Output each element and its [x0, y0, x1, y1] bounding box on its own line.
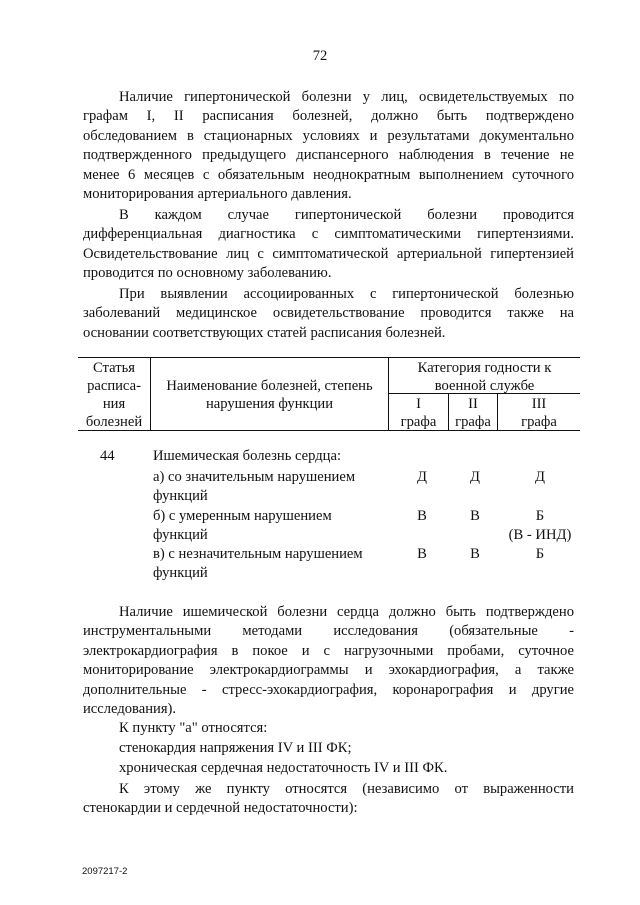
paragraph-differential-diagnosis: В каждом случае гипертонической болезни проводится дифференциальная диагностика с симптоматическими гипертензиями. Освидетельствование лиц с симптоматической артериальной гипертензией проводится по основному заболеванию.	[83, 207, 574, 282]
grade-graph-3: Б	[535, 508, 545, 524]
grade-graph-1: В	[417, 508, 427, 524]
table-top-rule	[78, 357, 580, 358]
header-graph-3: III графа	[521, 396, 557, 430]
point-a-item: хроническая сердечная недостаточность IV и III ФК.	[119, 760, 448, 776]
paragraph-ischemic-confirmation: Наличие ишемической болезни сердца должно быть подтверждено инструментальными методами исследования (обязательные - электрокардиография в покое и с нагрузочными пробами, суточное мониторирование электрокардиограммы и эхокардиография, а также дополнительные - стресс-эхокардиография, коронарография и другие исследования).	[83, 604, 574, 718]
grade-graph-3: Д	[535, 469, 545, 485]
row-name: в) с незначительным нарушением функций	[153, 546, 363, 581]
paragraph-associated-diseases: При выявлении ассоциированных с гипертонической болезнью заболеваний медицинское освидетельствование проводится также на основании соответствующих статей расписания болезней.	[83, 286, 574, 341]
footer-document-code: 2097217-2	[82, 866, 128, 877]
disease-title: Ишемическая болезнь сердца:	[153, 448, 342, 464]
page-number: 72	[312, 48, 328, 64]
header-fitness-category: Категория годности к военной службе	[417, 360, 552, 394]
grade-graph-2: В	[470, 508, 480, 524]
grade-graph-2: Д	[470, 469, 480, 485]
paragraph-point-a-also: К этому же пункту относятся (независимо от выраженности стенокардии и сердечной недостаточности):	[83, 781, 574, 817]
grade-graph-1: Д	[417, 469, 427, 485]
point-a-item: стенокардия напряжения IV и III ФК;	[119, 740, 352, 756]
paragraph-hypertension-confirmation: Наличие гипертонической болезни у лиц, освидетельствуемых по графам I, II расписания болезней, должно быть подтверждено обследованием в стационарных условиях и результатами документально подтвержденного предыдущего диспансерного наблюдения в течение не менее 6 месяцев с обязательным неоднократным выполнением суточного мониторирования артериального давления.	[83, 89, 574, 203]
grade-graph-1: В	[417, 546, 427, 562]
header-graph-2: II графа	[455, 396, 491, 430]
header-disease-name: Наименование болезней, степень нарушения функции	[166, 378, 373, 412]
header-article: Статья расписа- ния болезней	[85, 360, 143, 430]
header-graph-1: I графа	[400, 396, 437, 430]
article-number: 44	[100, 448, 115, 464]
row-name: б) с умеренным нарушением функций	[153, 508, 332, 543]
grade-graph-3-note: (В - ИНД)	[508, 527, 572, 543]
row-name: а) со значительным нарушением функций	[153, 469, 356, 504]
grade-graph-3: Б	[535, 546, 545, 562]
point-a-heading: К пункту "а" относятся:	[119, 720, 268, 736]
grade-graph-2: В	[470, 546, 480, 562]
